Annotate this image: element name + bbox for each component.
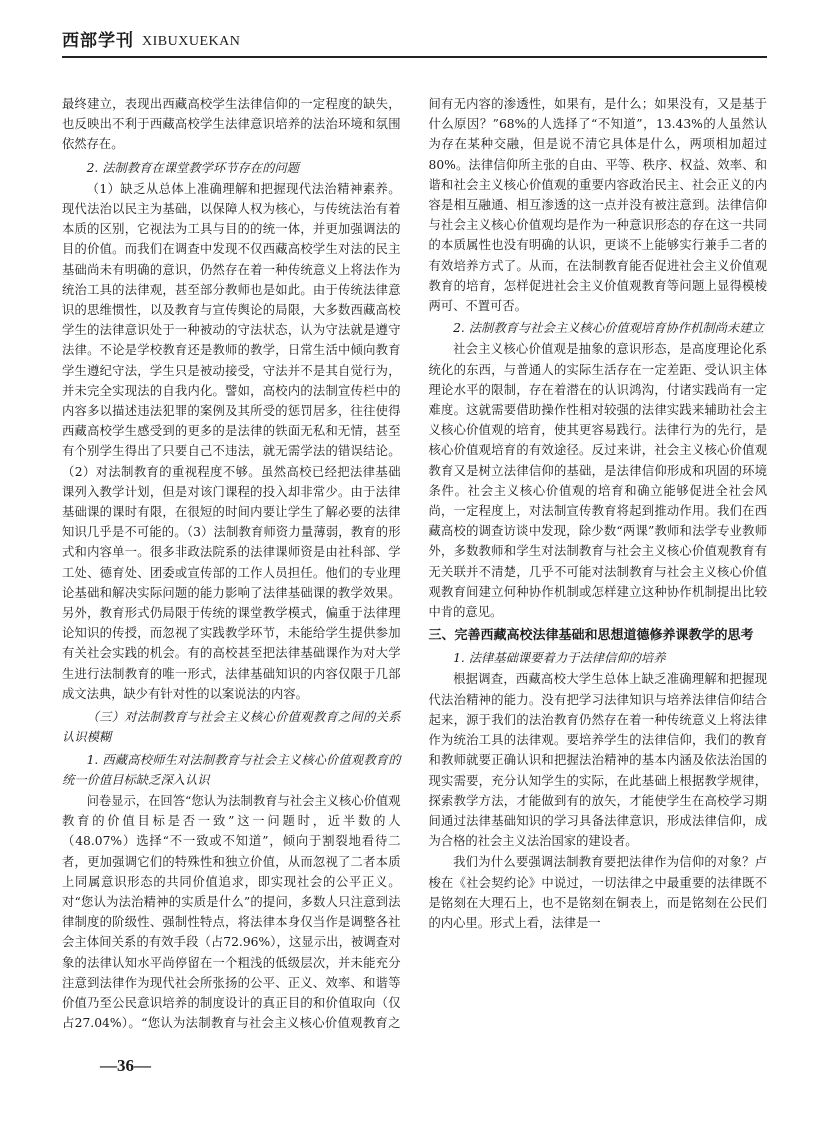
running-header [62,22,767,58]
journal-title-en: XIBUXUEKAN [142,34,241,49]
paragraph: 根据调查，西藏高校大学生总体上缺乏准确理解和把握现代法治精神的能力。没有把学习法律知识与培养法律信仰结合起来，源于我们的法治教育仍然存在着一种传统意义上将法律作为统治工具的法律观。要培养学生的法律信仰，我们的教育和教师就要正确认识和把握法治精神的基本内涵及依法治国的现实需要，充分认知学生的实际，在此基础上根据教学规律，探索教学方法，才能做到有的放矢，才能使学生在高校学习期间通过法律基础知识的学习具备法律意识，形成法律信仰，成为合格的社会主义法治国家的建设者。 [428,672,767,849]
paragraph: 社会主义核心价值观是抽象的意识形态，是高度理论化系统化的东西，与普通人的实际生活存在一定差距、受认识主体理论水平的限制，存在着潜在的认识鸿沟，付诸实践尚有一定难度。这就需要借助操作性相对较强的法律实践来辅助社会主义核心价值观的培育，使其更容易践行。法律行为的先行，是核心价值观培育的有效途径。反过来讲，社会主义核心价值观教育又是树立法律信仰的基础，是法律信仰形成和巩固的环境条件。社会主义核心价值观的培育和确立能够促进全社会风尚，一定程度上，对法制宣传教育将起到推动作用。我们在西藏高校的调查访谈中发现，除少数“两课”教师和法学专业教师外，多数教师和学生对法制教育与社会主义核心价值观教育有无关联并不清楚，几乎不可能对法制教育与社会主义核心价值观教育间建立何种协作机制或怎样建立这种协作机制提出比较中肯的意见。 [428,342,767,620]
page-number: —36— [100,1056,151,1075]
subsection-heading: （三）对法制教育与社会主义核心价值观教育之间的关系认识模糊 [62,710,401,745]
paragraph: （1）缺乏从总体上准确理解和把握现代法治精神素养。现代法治以民主为基础，以保障人权为核心，与传统法治有着本质的区别，它视法为工具与目的的统一体，并更加强调法的目的价值。而我们在调查中发现不仅西藏高校学生对法的民主基础尚未有明确的意识，仍然存在着一种传统意义上将法作为统治工具的法律观，甚至部分教师也是如此。由于传统法律意识的思维惯性，以及教育与宣传舆论的局限，大多数西藏高校学生的法律意识处于一种被动的守法状态，认为守法就是遵守法律。不论是学校教育还是教师的教学，日常生活中倾向教育学生遵纪守法，学生只是被动接受，守法并不是其自觉行为，并未完全实现法的自我内化。譬如，高校内的法制宣传栏中的内容多以描述违法犯罪的案例及其所受的惩罚居多，往往使得西藏高校学生感受到的更多的是法律的铁面无私和无情，甚至有个别学生得出了只要自己不违法，就无需学法的错误结论。（2）对法制教育的重视程度不够。虽然高校已经把法律基础课列入教学计划，但是对该门课程的投入却非常少。由于法律基础课的课时有限，在很短的时间内要让学生了解必要的法律知识几乎是不可能的。（3）法制教育师资力量薄弱，教育的形式和内容单一。很多非政法院系的法律课师资是由社科部、学工处、德育处、团委或宣传部的工作人员担任。他们的专业理论基础和解决实际问题的能力影响了法律基础课的教学效果。另外，教育形式仍局限于传统的课堂教学模式，偏重于法律理论知识的传授，而忽视了实践教学环节，未能给学生提供参加有关社会实践的机会。有的高校甚至把法律基础课作为对大学生进行法制教育的唯一形式，法律基础知识的内容仅限于几部成文法典，缺少有针对性的以案说法的内容。 [62,181,401,701]
paragraph: 我们为什么要强调法制教育要把法律作为信仰的对象？卢梭在《社会契约论》中说过，一切法律之中最重要的法律既不是铭刻在大理石上，也不是铭刻在铜表上，而是铭刻在公民们的内心里。形式上看，法律是一 [428,855,767,930]
sub-subsection-heading: 2. 法制教育与社会主义核心价值观培育协作机制尚未建立 [453,321,764,336]
subsection-heading: 2. 法制教育在课堂教学环节存在的问题 [86,160,299,175]
paragraph: 问卷显示，在回答“您认为法制教育与社会主义核心价值观教育的价值目标是否一致”这一问题时，近半数的人（48.07%）选择“不一致或不知道”，倾向于割裂地看待二者，更加强调它们的特殊性和独立价值，从而忽视了二者本质上同属意识形态的共同价值追求，即实现社会的公平正义。对“您认为法治精神的实质是什么”的提问，多数人只注意到法律制度的阶级性、强制性特点，将法律本身仅当作是调整各社会主体间关系的有效手段（占72.96%），这显示出，被调查对象的法律认知水平尚停留在一个粗浅的低级层次，并未能充分注意到法律作为现代社会所张扬的公平、正义、效率、和谐等价值乃至公民意识培养的制度设计的真正目的和价值取向（仅占27.04%）。“您认为法制教育与社会主义核心价值观教育之间有无内容的渗透性，如果有，是什么；如果没有，又是基于什么原因？”68%的人选择了“不知道”，13.43%的人虽然认为存在某种交融，但是说不清它具体是什么，两项相加超过80%。法律信仰所主张的自由、平等、秩序、权益、效率、和谐和社会主义核心价值观的重要内容政治民主、社会正义的内容是相互融通、相互渗透的这一点并没有被注意到。法律信仰与社会主义核心价值观均是作为一种意识形态的存在这一共同的本质属性也没有明确的认识，更谈不上能够实行兼手二者的有效培养方式了。从而，在法制教育能否促进社会主义价值观教育的培育，怎样促进社会主义价值观教育等问题上显得模棱两可、不置可否。 [62,97,767,1031]
sub-subsection-heading: 1. 法律基础课要着力于法律信仰的培养 [453,651,666,666]
sub-subsection-heading: 1. 西藏高校师生对法制教育与社会主义核心价值观教育的统一价值目标缺乏深入认识 [62,752,401,787]
article-body [62,94,767,1039]
section-heading: 三、完善西藏高校法律基础和思想道德修养课教学的思考 [428,628,754,644]
paragraph: 最终建立，表现出西藏高校学生法律信仰的一定程度的缺失，也反映出不利于西藏高校学生法律意识培养的法治环境和氛围依然存在。 [62,97,401,152]
journal-title-cn: 西部学刊 [62,31,134,51]
